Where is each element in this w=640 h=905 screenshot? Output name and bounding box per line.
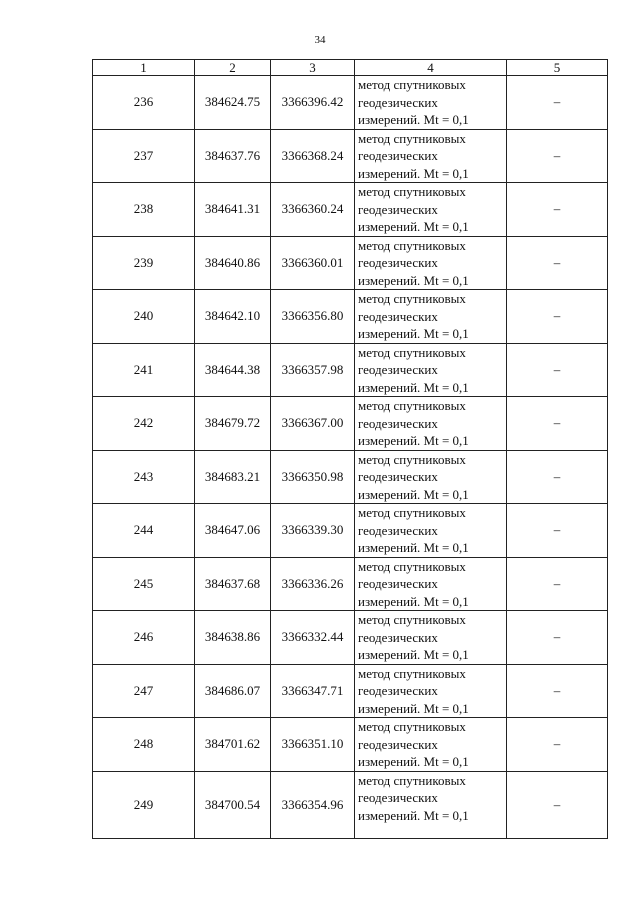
table-row — [93, 664, 608, 718]
y-coordinate: 3366360.01 — [271, 236, 355, 290]
method-line-1: метод спутниковых — [358, 612, 466, 627]
method-line-2: геодезических — [358, 469, 438, 484]
y-coordinate: 3366351.10 — [271, 718, 355, 772]
method-line-2: геодезических — [358, 790, 438, 805]
y-coordinate: 3366368.24 — [271, 129, 355, 183]
method-line-2: геодезических — [358, 148, 438, 163]
method-cell — [355, 129, 507, 183]
method-line-1: метод спутниковых — [358, 344, 466, 360]
method-line-3: измерений. Mt = 0,1 — [358, 593, 469, 609]
point-number: 239 — [93, 236, 195, 290]
y-coordinate: 3366360.24 — [271, 183, 355, 237]
method-line-3: измерений. Mt = 0,1 — [358, 112, 469, 127]
y-coordinate: 3366350.98 — [271, 450, 355, 504]
method-line-1: метод спутниковых — [358, 772, 466, 788]
column-5-value: – — [507, 611, 608, 665]
method-line-2: геодезических — [358, 201, 438, 217]
method-line-2: геодезических — [358, 308, 438, 324]
x-coordinate: 384642.10 — [195, 290, 271, 344]
y-coordinate: 3366354.96 — [271, 771, 355, 838]
table-row — [93, 397, 608, 451]
x-coordinate: 384683.21 — [195, 450, 271, 504]
x-coordinate: 384644.38 — [195, 343, 271, 397]
column-5-value: – — [507, 343, 608, 397]
method-line-2: геодезических — [358, 629, 438, 645]
point-number: 244 — [93, 504, 195, 558]
table-row — [93, 236, 608, 290]
page-number: 34 — [314, 34, 326, 46]
coordinates-table — [92, 59, 608, 839]
column-5-value: – — [507, 236, 608, 290]
header-col-4: 4 — [355, 60, 507, 76]
table-row — [93, 129, 608, 183]
method-cell — [355, 557, 507, 611]
x-coordinate: 384624.75 — [195, 76, 271, 130]
method-line-1: метод спутниковых — [358, 184, 466, 199]
method-line-1: метод спутниковых — [358, 505, 466, 520]
method-line-1: метод спутниковых — [358, 130, 466, 146]
y-coordinate: 3366332.44 — [271, 611, 355, 665]
method-cell — [355, 343, 507, 397]
y-coordinate: 3366356.80 — [271, 290, 355, 344]
method-line-2: геодезических — [358, 576, 438, 591]
method-line-2: геодезических — [358, 736, 438, 752]
method-line-2: геодезических — [358, 683, 438, 698]
point-number: 247 — [93, 664, 195, 718]
y-coordinate: 3366339.30 — [271, 504, 355, 558]
point-number: 236 — [93, 76, 195, 130]
method-line-3: измерений. Mt = 0,1 — [358, 219, 469, 234]
method-line-3: измерений. Mt = 0,1 — [358, 540, 469, 555]
method-cell — [355, 771, 507, 838]
y-coordinate: 3366336.26 — [271, 557, 355, 611]
method-line-2: геодезических — [358, 255, 438, 270]
x-coordinate: 384638.86 — [195, 611, 271, 665]
table-body — [93, 76, 608, 839]
method-line-3: измерений. Mt = 0,1 — [358, 486, 469, 502]
point-number: 242 — [93, 397, 195, 451]
y-coordinate: 3366347.71 — [271, 664, 355, 718]
method-line-2: геодезических — [358, 94, 438, 110]
header-col-1: 1 — [93, 60, 195, 76]
method-cell — [355, 611, 507, 665]
column-5-value: – — [507, 76, 608, 130]
method-line-3: измерений. Mt = 0,1 — [358, 700, 469, 716]
x-coordinate: 384640.86 — [195, 236, 271, 290]
method-line-1: метод спутниковых — [358, 665, 466, 681]
method-line-1: метод спутниковых — [358, 291, 466, 306]
method-line-1: метод спутниковых — [358, 558, 466, 574]
column-5-value: – — [507, 129, 608, 183]
header-col-2: 2 — [195, 60, 271, 76]
method-line-3: измерений. Mt = 0,1 — [358, 165, 469, 181]
column-5-value: – — [507, 290, 608, 344]
method-line-3: измерений. Mt = 0,1 — [358, 326, 469, 341]
method-line-3: измерений. Mt = 0,1 — [358, 379, 469, 395]
point-number: 248 — [93, 718, 195, 772]
method-cell — [355, 450, 507, 504]
table-row — [93, 76, 608, 130]
header-col-3: 3 — [271, 60, 355, 76]
x-coordinate: 384700.54 — [195, 771, 271, 838]
table-row — [93, 504, 608, 558]
point-number: 243 — [93, 450, 195, 504]
method-line-1: метод спутниковых — [358, 719, 466, 734]
method-line-2: геодезических — [358, 362, 438, 377]
x-coordinate: 384637.68 — [195, 557, 271, 611]
method-cell — [355, 718, 507, 772]
header-row — [93, 60, 608, 76]
table-row — [93, 343, 608, 397]
x-coordinate: 384647.06 — [195, 504, 271, 558]
x-coordinate: 384686.07 — [195, 664, 271, 718]
column-5-value: – — [507, 397, 608, 451]
method-line-3: измерений. Mt = 0,1 — [358, 647, 469, 662]
table-row — [93, 183, 608, 237]
column-5-value: – — [507, 450, 608, 504]
point-number: 238 — [93, 183, 195, 237]
table-row — [93, 557, 608, 611]
method-line-1: метод спутниковых — [358, 451, 466, 467]
column-5-value: – — [507, 183, 608, 237]
point-number: 249 — [93, 771, 195, 838]
method-cell — [355, 397, 507, 451]
x-coordinate: 384679.72 — [195, 397, 271, 451]
point-number: 245 — [93, 557, 195, 611]
method-line-1: метод спутниковых — [358, 237, 466, 253]
method-cell — [355, 504, 507, 558]
method-cell — [355, 290, 507, 344]
method-line-1: метод спутниковых — [358, 77, 466, 92]
method-line-3: измерений. Mt = 0,1 — [358, 807, 469, 823]
y-coordinate: 3366367.00 — [271, 397, 355, 451]
point-number: 246 — [93, 611, 195, 665]
point-number: 240 — [93, 290, 195, 344]
x-coordinate: 384637.76 — [195, 129, 271, 183]
method-cell — [355, 183, 507, 237]
table-row — [93, 611, 608, 665]
point-number: 241 — [93, 343, 195, 397]
header-col-5: 5 — [507, 60, 608, 76]
method-cell — [355, 236, 507, 290]
method-line-3: измерений. Mt = 0,1 — [358, 433, 469, 448]
method-line-2: геодезических — [358, 415, 438, 431]
y-coordinate: 3366357.98 — [271, 343, 355, 397]
column-5-value: – — [507, 557, 608, 611]
column-5-value: – — [507, 771, 608, 838]
method-line-3: измерений. Mt = 0,1 — [358, 754, 469, 769]
method-line-3: измерений. Mt = 0,1 — [358, 272, 469, 288]
method-line-1: метод спутниковых — [358, 398, 466, 413]
x-coordinate: 384701.62 — [195, 718, 271, 772]
column-5-value: – — [507, 664, 608, 718]
point-number: 237 — [93, 129, 195, 183]
table-row — [93, 290, 608, 344]
method-line-2: геодезических — [358, 522, 438, 538]
y-coordinate: 3366396.42 — [271, 76, 355, 130]
table-row — [93, 718, 608, 772]
table-row — [93, 450, 608, 504]
table-row — [93, 771, 608, 838]
column-5-value: – — [507, 718, 608, 772]
method-cell — [355, 76, 507, 130]
x-coordinate: 384641.31 — [195, 183, 271, 237]
method-cell — [355, 664, 507, 718]
column-5-value: – — [507, 504, 608, 558]
